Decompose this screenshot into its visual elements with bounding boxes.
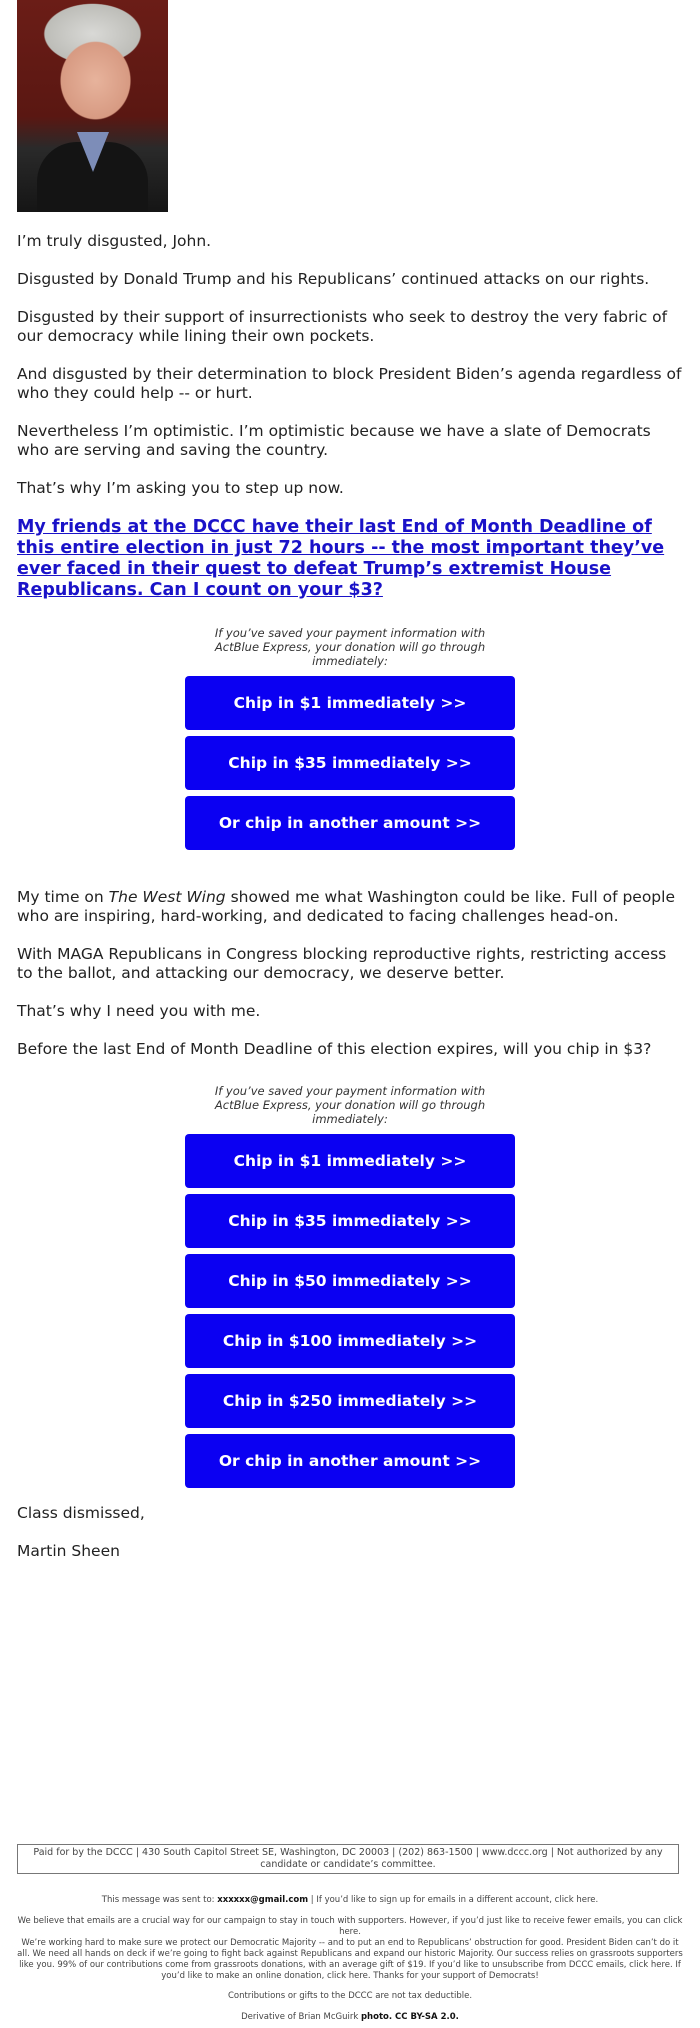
- paid-for-disclaimer: Paid for by the DCCC | 430 South Capitol Street SE, Washington, DC 20003 | (202) 863-1500 | www.dccc.org | Not authorized by any candidate or candidate’s committee.: [17, 1844, 679, 1874]
- chip-in-1-button[interactable]: Chip in $1 immediately >>: [185, 1134, 515, 1188]
- donate-headline-link[interactable]: My friends at the DCCC have their last End of Month Deadline of this entire election in just 72 hours -- the most important they’ve ever faced in their quest to defeat Trump’s extremist House Republicans. Can I count on your $3?: [17, 517, 665, 600]
- actblue-note: If you’ve saved your payment information with ActBlue Express, your donation will go through immediately:: [214, 1084, 486, 1126]
- text-span: This message was sent to:: [101, 1895, 218, 1905]
- body-paragraph: Disgusted by their support of insurrectionists who seek to destroy the very fabric of our democracy while lining their own pockets.: [17, 308, 668, 345]
- greeting-paragraph: I’m truly disgusted, John.: [17, 232, 212, 250]
- text-span: showed me what Washington could be like. Full of people who are inspiring, hard-working, and dedicated to facing challenges head-on.: [17, 888, 675, 925]
- signature-name: Martin Sheen: [17, 1542, 120, 1560]
- donate-buttons-group-1: [17, 676, 683, 850]
- sent-to-line: [17, 1895, 683, 1906]
- signup-link-text[interactable]: | If you’d like to sign up for emails in a different account, click here.: [308, 1895, 599, 1905]
- recipient-email: xxxxxx@gmail.com: [217, 1895, 309, 1905]
- body-paragraph: [17, 888, 683, 926]
- chip-in-other-amount-button[interactable]: Or chip in another amount >>: [185, 796, 515, 850]
- sender-photo: [17, 0, 168, 212]
- unsubscribe-text[interactable]: We’re working hard to make sure we protect our Democratic Majority -- and to put an end to Republicans’ obstruction for good. President Biden can’t do it all. We need all hands on deck if we’re going to fight back against Republicans and expand our historic Majority. Our success relies on grassroots supporters like you. 99% of our contributions come from grassroots donations, with an average gift of $19. If you’d like to unsubscribe from DCCC emails, click here. If you’d like to make an online donation, click here. Thanks for your support of Democrats!: [17, 1938, 683, 1981]
- body-paragraph: Before the last End of Month Deadline of this election expires, will you chip in $3?: [17, 1040, 652, 1058]
- body-paragraph: With MAGA Republicans in Congress blocking reproductive rights, restricting access to the ballot, and attacking our democracy, we deserve better.: [17, 945, 667, 982]
- body-paragraph: Disgusted by Donald Trump and his Republicans’ continued attacks on our rights.: [17, 270, 650, 288]
- license-text: . CC BY-SA 2.0.: [388, 2012, 459, 2022]
- tax-disclaimer: Contributions or gifts to the DCCC are not tax deductible.: [227, 1991, 473, 2001]
- text-span: My time on: [17, 888, 109, 906]
- chip-in-250-button[interactable]: Chip in $250 immediately >>: [185, 1374, 515, 1428]
- body-paragraph: And disgusted by their determination to block President Biden’s agenda regardless of who they could help -- or hurt.: [17, 365, 682, 402]
- chip-in-1-button[interactable]: Chip in $1 immediately >>: [185, 676, 515, 730]
- closing-line: Class dismissed,: [17, 1504, 145, 1522]
- chip-in-other-amount-button[interactable]: Or chip in another amount >>: [185, 1434, 515, 1488]
- donate-buttons-group-2: [17, 1134, 683, 1488]
- chip-in-35-button[interactable]: Chip in $35 immediately >>: [185, 1194, 515, 1248]
- photo-credit: [17, 2012, 683, 2023]
- chip-in-35-button[interactable]: Chip in $35 immediately >>: [185, 736, 515, 790]
- chip-in-50-button[interactable]: Chip in $50 immediately >>: [185, 1254, 515, 1308]
- show-title: The West Wing: [108, 888, 226, 906]
- actblue-note: If you’ve saved your payment information with ActBlue Express, your donation will go through immediately:: [214, 626, 486, 668]
- body-paragraph: That’s why I’m asking you to step up now.: [17, 479, 344, 497]
- body-paragraph: Nevertheless I’m optimistic. I’m optimistic because we have a slate of Democrats who are serving and saving the country.: [17, 422, 651, 459]
- text-span: Derivative of Brian McGuirk: [241, 2012, 361, 2022]
- chip-in-100-button[interactable]: Chip in $100 immediately >>: [185, 1314, 515, 1368]
- photo-credit-link[interactable]: photo: [360, 2012, 389, 2022]
- fewer-emails-text[interactable]: We believe that emails are a crucial way for our campaign to stay in touch with supporters. However, if you’d just like to receive fewer emails, you can click here.: [17, 1916, 683, 1937]
- body-paragraph: That’s why I need you with me.: [17, 1002, 261, 1020]
